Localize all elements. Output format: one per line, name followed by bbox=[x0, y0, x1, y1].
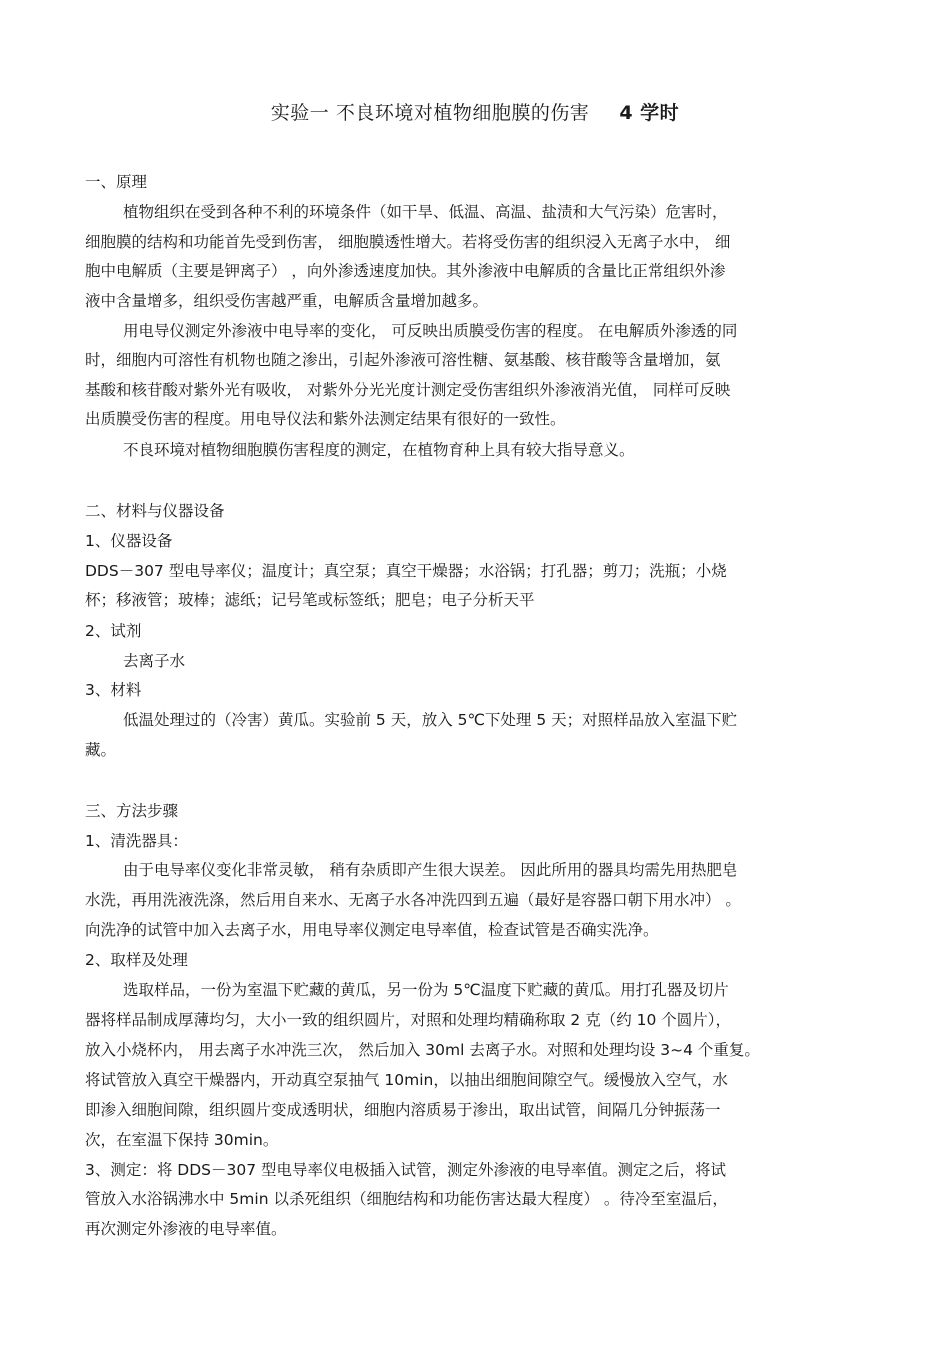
paragraph-line: 再次测定外渗液的电导率值。 bbox=[85, 1220, 287, 1238]
paragraph-line: 细胞膜的结构和功能首先受到伤害， 细胞膜透性增大。若将受伤害的组织浸入无离子水中， 细 bbox=[85, 233, 731, 251]
paragraph-line: 去离子水 bbox=[123, 652, 186, 670]
paragraph-line: 时，细胞内可溶性有机物也随之渗出，引起外渗液可溶性糖、氨基酸、核苷酸等含量增加，氨 bbox=[85, 351, 721, 369]
title-main: 实验一 不良环境对植物细胞膜的伤害 bbox=[270, 102, 590, 124]
subsection-heading: 1、清洗器具： bbox=[85, 832, 188, 850]
subsection-heading: 1、仪器设备 bbox=[85, 532, 173, 550]
paragraph-line: 植物组织在受到各种不利的环境条件（如干旱、低温、高温、盐渍和大气污染）危害时， bbox=[123, 203, 728, 221]
paragraph-line: 3、测定：将 DDS－307 型电导率仪电极插入试管，测定外渗液的电导率值。测定之后，将试 bbox=[85, 1161, 727, 1179]
paragraph-line: 器将样品制成厚薄均匀，大小一致的组织圆片，对照和处理均精确称取 2 克（约 10 个圆片）， bbox=[85, 1011, 732, 1029]
subsection-heading: 2、试剂 bbox=[85, 622, 142, 640]
subsection-heading: 2、取样及处理 bbox=[85, 951, 188, 969]
section-heading-methods: 三、方法步骤 bbox=[85, 802, 179, 820]
paragraph-line: 将试管放入真空干燥器内，开动真空泵抽气 10min，以抽出细胞间隙空气。缓慢放入空气，水 bbox=[85, 1071, 728, 1089]
paragraph-line: 胞中电解质（主要是钾离子） ，向外渗透速度加快。其外渗液中电解质的含量比正常组织外渗 bbox=[85, 262, 726, 280]
paragraph-line: 次，在室温下保持 30min。 bbox=[85, 1131, 279, 1149]
paragraph-line: 藏。 bbox=[85, 741, 117, 759]
paragraph-line: 即渗入细胞间隙，组织圆片变成透明状，细胞内溶质易于渗出，取出试管，间隔几分钟振荡一 bbox=[85, 1101, 721, 1119]
paragraph-line: 放入小烧杯内， 用去离子水冲洗三次， 然后加入 30ml 去离子水。对照和处理均设 3~4 个重复。 bbox=[85, 1041, 760, 1059]
section-heading-principle: 一、原理 bbox=[85, 173, 148, 191]
paragraph-line: DDS－307 型电导率仪；温度计；真空泵；真空干燥器；水浴锅；打孔器；剪刀；洗瓶；小烧 bbox=[85, 562, 727, 580]
paragraph-line: 杯；移液管；玻棒；滤纸；记号笔或标签纸；肥皂；电子分析天平 bbox=[85, 591, 535, 609]
section-heading-materials: 二、材料与仪器设备 bbox=[85, 502, 225, 520]
subsection-heading: 3、材料 bbox=[85, 681, 142, 699]
paragraph-line: 出质膜受伤害的程度。用电导仪法和紫外法测定结果有很好的一致性。 bbox=[85, 410, 566, 428]
page-title bbox=[0, 96, 950, 130]
paragraph-line: 低温处理过的（冷害）黄瓜。实验前 5 天，放入 5℃下处理 5 天；对照样品放入室温下贮 bbox=[123, 711, 738, 729]
paragraph-line: 不良环境对植物细胞膜伤害程度的测定，在植物育种上具有较大指导意义。 bbox=[123, 441, 635, 459]
paragraph-line: 水洗，再用洗液洗涤，然后用自来水、无离子水各冲洗四到五遍（最好是容器口朝下用水冲） 。 bbox=[85, 891, 741, 909]
paragraph-line: 管放入水浴锅沸水中 5min 以杀死组织（细胞结构和功能伤害达最大程度） 。待冷至室温后， bbox=[85, 1190, 728, 1208]
paragraph-line: 选取样品，一份为室温下贮藏的黄瓜，另一份为 5℃温度下贮藏的黄瓜。用打孔器及切片 bbox=[123, 981, 729, 999]
paragraph-line: 基酸和核苷酸对紫外光有吸收， 对紫外分光光度计测定受伤害组织外渗液消光值， 同样可反映 bbox=[85, 381, 731, 399]
paragraph-line: 向洗净的试管中加入去离子水，用电导率仪测定电导率值，检查试管是否确实洗净。 bbox=[85, 921, 659, 939]
paragraph-line: 由于电导率仪变化非常灵敏， 稍有杂质即产生很大误差。 因此所用的器具均需先用热肥皂 bbox=[123, 861, 738, 879]
paragraph-line: 液中含量增多，组织受伤害越严重，电解质含量增加越多。 bbox=[85, 292, 489, 310]
paragraph-line: 用电导仪测定外渗液中电导率的变化， 可反映出质膜受伤害的程度。 在电解质外渗透的同 bbox=[123, 322, 738, 340]
title-hours: 4 学时 bbox=[619, 102, 680, 124]
